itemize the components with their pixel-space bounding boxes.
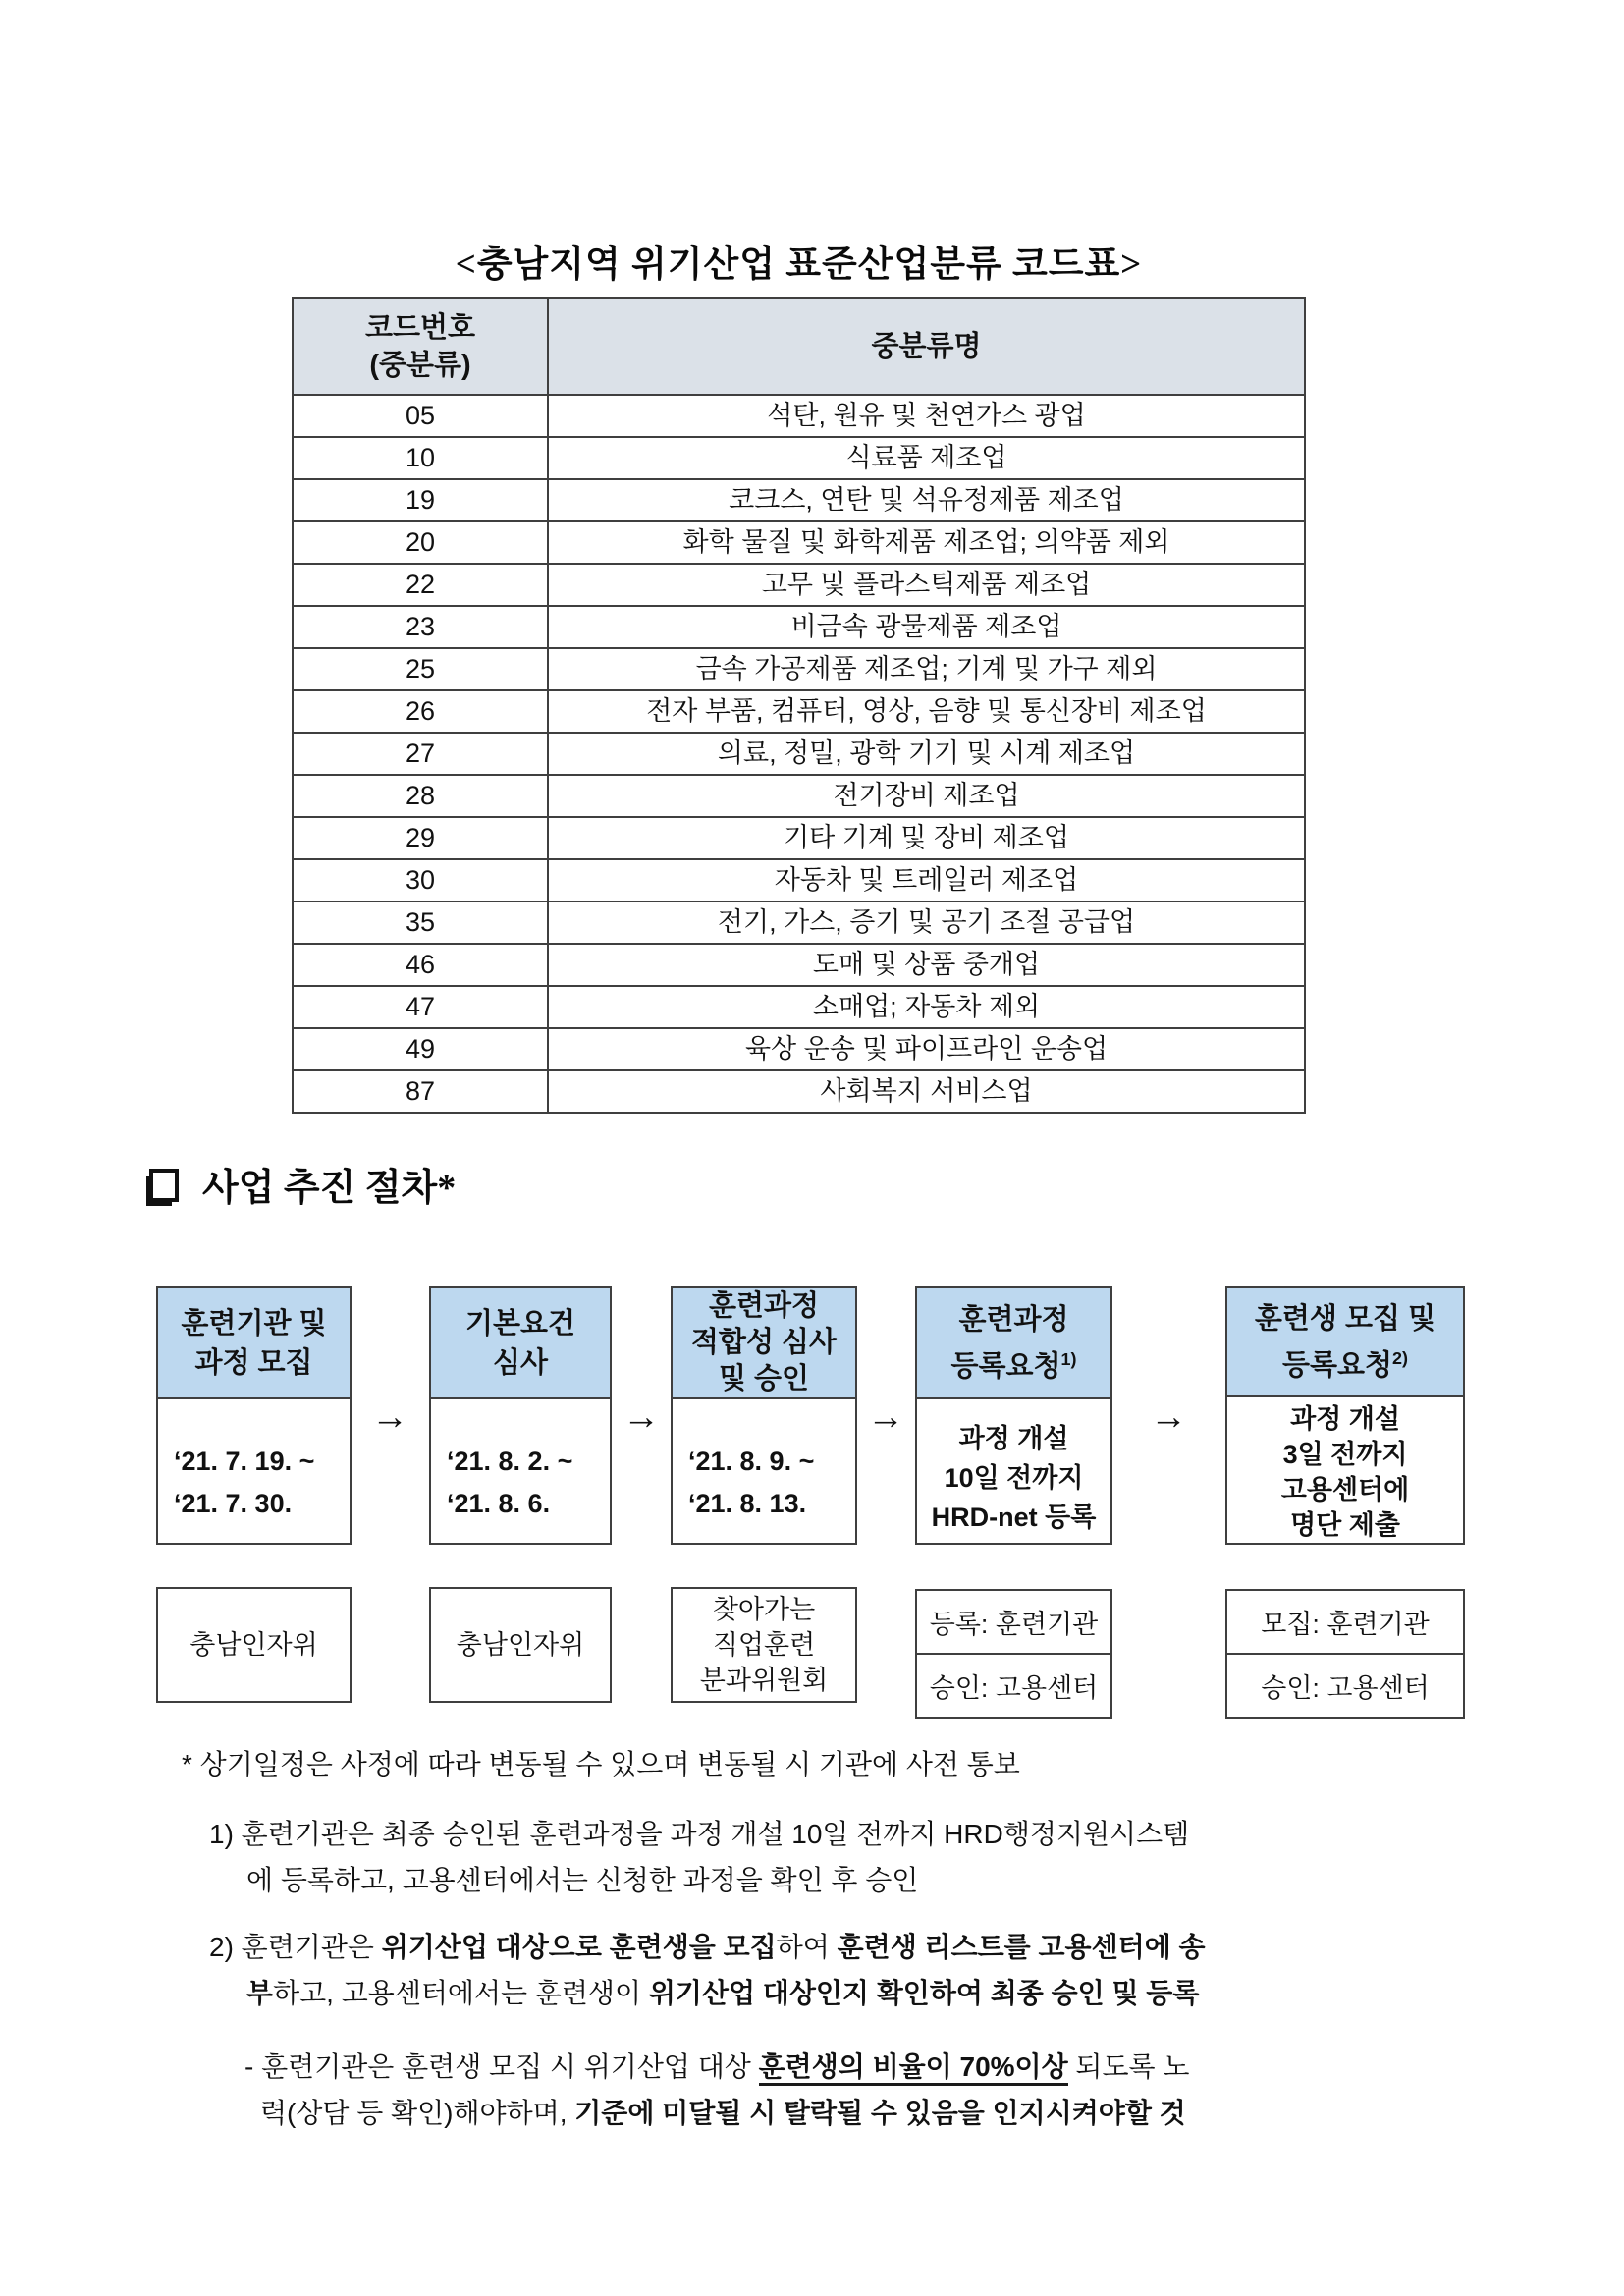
code-cell: 23 xyxy=(293,606,548,648)
actor-line: 직업훈련 xyxy=(712,1630,816,1660)
name-cell: 화학 물질 및 화학제품 제조업; 의약품 제외 xyxy=(548,521,1305,564)
flow-step-4 xyxy=(915,1286,1112,1545)
arrow-right-icon: → xyxy=(867,1396,904,1438)
name-cell: 금속 가공제품 제조업; 기계 및 가구 제외 xyxy=(548,648,1305,690)
note-2 xyxy=(182,1924,1458,2016)
flow-step-header-line: 등록요청$^{2)}$ xyxy=(1281,1347,1409,1382)
flow-step-header-line: 기본요건 xyxy=(464,1307,576,1339)
name-cell: 소매업; 자동차 제외 xyxy=(548,986,1305,1028)
flow-step-header-line: 등록요청$^{1)}$ xyxy=(950,1348,1077,1383)
note-1 xyxy=(182,1811,1458,1903)
note-line xyxy=(260,2090,1458,2136)
flow-step-header xyxy=(673,1288,855,1399)
page-title: <충남지역 위기산업 표준산업분류 코드표> xyxy=(455,245,1143,285)
table-header-code-line2: (중분류) xyxy=(369,349,471,381)
table-row xyxy=(293,479,1305,521)
table-row xyxy=(293,648,1305,690)
name-cell: 자동차 및 트레일러 제조업 xyxy=(548,859,1305,902)
table-header-code-line1: 코드번호 xyxy=(364,311,476,344)
name-cell: 도매 및 상품 중개업 xyxy=(548,944,1305,986)
note-text-bold: 위기산업 대상인지 확인하여 최종 승인 및 등록 xyxy=(648,1978,1200,2008)
flow-step-body-line: 명단 제출 xyxy=(1290,1510,1400,1540)
table-row xyxy=(293,986,1305,1028)
name-cell: 전자 부품, 컴퓨터, 영상, 음향 및 통신장비 제조업 xyxy=(548,690,1305,733)
code-cell: 49 xyxy=(293,1028,548,1070)
note-star xyxy=(182,1741,1458,1787)
flow-step-body-line: 과정 개설 xyxy=(958,1424,1069,1453)
code-cell: 28 xyxy=(293,775,548,817)
flow-step-body-line: 10일 전까지 xyxy=(944,1463,1084,1493)
arrow-right-icon: → xyxy=(1150,1396,1187,1438)
name-cell: 의료, 정밀, 광학 기기 및 시계 제조업 xyxy=(548,733,1305,775)
table-row xyxy=(293,775,1305,817)
note-line xyxy=(246,1970,1458,2016)
footnote-ref: 1) xyxy=(1060,1348,1077,1369)
flow-actor-4 xyxy=(915,1589,1112,1719)
code-cell: 05 xyxy=(293,395,548,437)
note-line xyxy=(182,1741,1458,1787)
note-text-bold: 위기산업 대상으로 훈련생을 모집 xyxy=(381,1932,777,1962)
actor-cell: 승인: 고용센터 xyxy=(1227,1653,1463,1717)
actor-line: 충남인자위 xyxy=(456,1630,585,1660)
note-line xyxy=(246,1857,1458,1903)
code-cell: 30 xyxy=(293,859,548,902)
flow-step-header-line: 훈련기관 및 xyxy=(181,1307,327,1339)
actor-line: 충남인자위 xyxy=(189,1630,318,1660)
section-heading-text: 사업 추진 절차* xyxy=(202,1168,457,1209)
note-text-underlined: 훈련생의 비율이 70%이상 xyxy=(759,2051,1068,2086)
flow-step-body-line: ‘21. 7. 19. ~ xyxy=(174,1447,315,1476)
table-row xyxy=(293,564,1305,606)
footnotes xyxy=(182,1741,1458,2136)
industry-code-table xyxy=(292,297,1306,1114)
actor-cell: 승인: 고용센터 xyxy=(917,1653,1110,1717)
flow-actor-3 xyxy=(671,1587,857,1703)
flow-step-body xyxy=(431,1399,610,1543)
flow-step-body-line: 고용센터에 xyxy=(1280,1475,1410,1504)
flow-step-header xyxy=(431,1288,610,1399)
table-row xyxy=(293,733,1305,775)
actor-line: 분과위원회 xyxy=(699,1666,829,1695)
name-cell: 비금속 광물제품 제조업 xyxy=(548,606,1305,648)
flow-step-1 xyxy=(156,1286,352,1545)
flow-step-header-line: 적합성 심사 xyxy=(690,1327,838,1358)
flow-step-header xyxy=(1227,1288,1463,1397)
table-row xyxy=(293,1028,1305,1070)
code-cell: 20 xyxy=(293,521,548,564)
table-header-row xyxy=(293,298,1305,395)
process-flowchart xyxy=(0,1280,1624,1741)
name-cell: 식료품 제조업 xyxy=(548,437,1305,479)
note-text-bold: 기준에 미달될 시 탈락될 수 있음을 인지시켜야할 것 xyxy=(574,2098,1186,2128)
flow-step-body xyxy=(1227,1397,1463,1543)
code-cell: 35 xyxy=(293,902,548,944)
table-header-name: 중분류명 xyxy=(548,298,1305,395)
table-row xyxy=(293,902,1305,944)
table-row xyxy=(293,606,1305,648)
table-row xyxy=(293,944,1305,986)
table-row xyxy=(293,395,1305,437)
flow-step-header-line: 과정 모집 xyxy=(194,1346,313,1379)
flow-actor-1 xyxy=(156,1587,352,1703)
flow-step-2 xyxy=(429,1286,612,1545)
code-cell: 10 xyxy=(293,437,548,479)
code-table-body xyxy=(293,395,1305,1113)
code-table-head xyxy=(293,298,1305,395)
note-text: 에 등록하고, 고용센터에서는 신청한 과정을 확인 후 승인 xyxy=(246,1865,919,1895)
flow-step-body-line: ‘21. 8. 6. xyxy=(447,1489,551,1518)
flow-step-header xyxy=(158,1288,350,1399)
arrow-right-icon: → xyxy=(623,1396,660,1438)
flow-step-header-line: 훈련과정 xyxy=(958,1303,1069,1336)
flow-step-header-line: 훈련생 모집 및 xyxy=(1254,1302,1436,1335)
name-cell: 전기, 가스, 증기 및 공기 조절 공급업 xyxy=(548,902,1305,944)
flow-step-header xyxy=(917,1288,1110,1399)
arrow-right-icon: → xyxy=(371,1396,408,1438)
table-row xyxy=(293,859,1305,902)
note-line xyxy=(244,2044,1458,2090)
flow-step-5 xyxy=(1225,1286,1465,1545)
code-cell: 26 xyxy=(293,690,548,733)
code-cell: 25 xyxy=(293,648,548,690)
code-cell: 22 xyxy=(293,564,548,606)
code-cell: 29 xyxy=(293,817,548,859)
name-cell: 코크스, 연탄 및 석유정제품 제조업 xyxy=(548,479,1305,521)
code-cell: 87 xyxy=(293,1070,548,1113)
flow-step-header-line: 심사 xyxy=(492,1346,549,1379)
section-heading xyxy=(149,1157,456,1211)
note-text: - 훈련기관은 훈련생 모집 시 위기산업 대상 xyxy=(244,2051,759,2082)
note-text: 되도록 노 xyxy=(1067,2051,1190,2082)
note-text: 하고, 고용센터에서는 훈련생이 xyxy=(273,1978,649,2008)
flow-step-body-line: ‘21. 8. 2. ~ xyxy=(447,1447,573,1476)
flow-step-body xyxy=(673,1399,855,1543)
flow-step-body-line: ‘21. 8. 9. ~ xyxy=(688,1447,815,1476)
note-text: 1) 훈련기관은 최종 승인된 훈련과정을 과정 개설 10일 전까지 HRD행정지원시스템 xyxy=(209,1819,1190,1849)
table-row xyxy=(293,690,1305,733)
table-header-code xyxy=(293,298,548,395)
flow-step-body-line: HRD-net 등록 xyxy=(931,1503,1097,1532)
flow-step-body-line: ‘21. 8. 13. xyxy=(688,1489,807,1518)
code-cell: 19 xyxy=(293,479,548,521)
note-text: * 상기일정은 사정에 따라 변동될 수 있으며 변동될 시 기관에 사전 통보 xyxy=(182,1749,1020,1779)
name-cell: 전기장비 제조업 xyxy=(548,775,1305,817)
note-text: 력(상담 등 확인)해야하며, xyxy=(260,2098,575,2128)
flow-step-body-line: 과정 개설 xyxy=(1290,1404,1400,1434)
note-line xyxy=(209,1811,1458,1857)
square-bullet-icon xyxy=(149,1169,179,1202)
name-cell: 육상 운송 및 파이프라인 운송업 xyxy=(548,1028,1305,1070)
name-cell: 기타 기계 및 장비 제조업 xyxy=(548,817,1305,859)
name-cell: 고무 및 플라스틱제품 제조업 xyxy=(548,564,1305,606)
note-text: 하여 xyxy=(776,1932,838,1962)
name-cell: 석탄, 원유 및 천연가스 광업 xyxy=(548,395,1305,437)
flow-step-body-line: 3일 전까지 xyxy=(1282,1440,1408,1469)
note-text: 2) 훈련기관은 xyxy=(209,1932,382,1962)
flow-step-3 xyxy=(671,1286,857,1545)
flow-step-body xyxy=(158,1399,350,1543)
table-row xyxy=(293,521,1305,564)
flow-actor-2 xyxy=(429,1587,612,1703)
actor-cell: 모집: 훈련기관 xyxy=(1261,1610,1430,1639)
flow-step-body xyxy=(917,1399,1110,1543)
note-text-bold: 부 xyxy=(246,1978,274,2008)
code-cell: 47 xyxy=(293,986,548,1028)
table-row xyxy=(293,1070,1305,1113)
footnote-ref: 2) xyxy=(1392,1347,1409,1368)
table-row xyxy=(293,817,1305,859)
code-cell: 27 xyxy=(293,733,548,775)
flow-step-header-line: 훈련과정 xyxy=(708,1290,820,1322)
actor-line: 찾아가는 xyxy=(712,1595,816,1624)
note-line xyxy=(209,1924,1458,1970)
table-row xyxy=(293,437,1305,479)
name-cell: 사회복지 서비스업 xyxy=(548,1070,1305,1113)
note-text-bold: 훈련생 리스트를 고용센터에 송 xyxy=(837,1932,1206,1962)
flow-actor-5 xyxy=(1225,1589,1465,1719)
code-cell: 46 xyxy=(293,944,548,986)
note-dash xyxy=(182,2044,1458,2136)
flow-step-body-line: ‘21. 7. 30. xyxy=(174,1489,293,1518)
actor-cell: 등록: 훈련기관 xyxy=(929,1610,1099,1639)
flow-step-header-line: 및 승인 xyxy=(718,1363,810,1394)
